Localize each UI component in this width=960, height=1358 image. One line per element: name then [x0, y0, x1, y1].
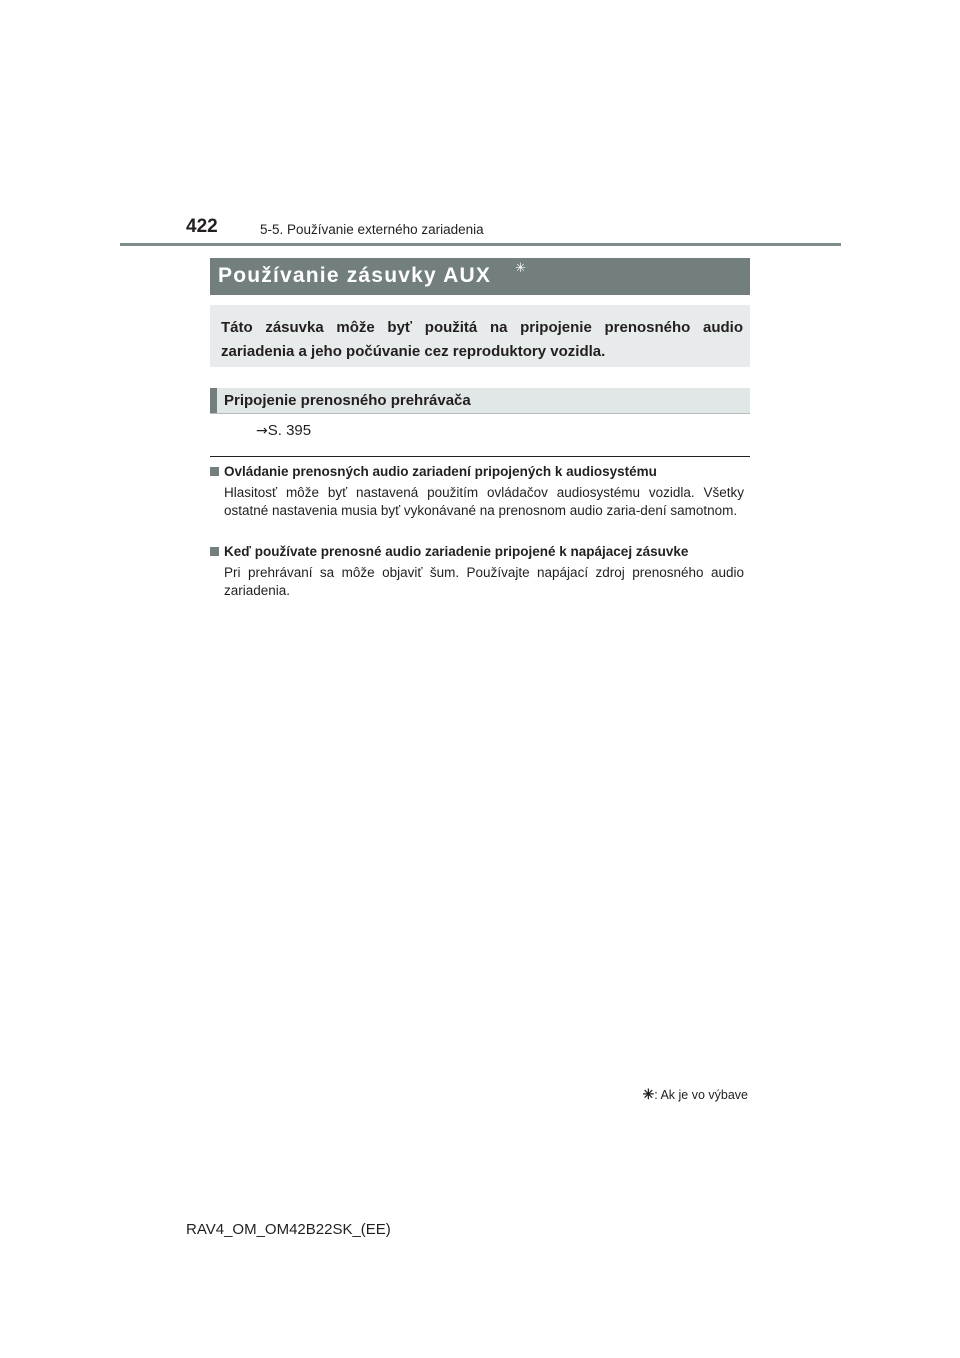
- footnote: [642, 1086, 748, 1103]
- page-reference[interactable]: [256, 422, 311, 439]
- footnote-star-icon: ✳: [642, 1086, 655, 1102]
- intro-text: Táto zásuvka môže byť použitá na pripojenie prenosného audio zariadenia a jeho počúvanie cez reproduktory vozidla.: [221, 319, 743, 360]
- header-rule: [120, 243, 841, 246]
- subheading-accent: [210, 388, 217, 413]
- item-heading-text: Keď používate prenosné audio zariadenie pripojené k napájacej zásuvke: [224, 544, 689, 559]
- item-body: Pri prehrávaní sa môže objaviť šum. Používajte napájací zdroj prenosného audio zariadenia.: [224, 565, 744, 598]
- subheading-bar: [210, 388, 750, 414]
- optional-star-icon: ✳: [515, 260, 526, 275]
- section-label: 5-5. Používanie externého zariadenia: [260, 222, 484, 237]
- item-heading-text: Ovládanie prenosných audio zariadení pripojených k audiosystému: [224, 464, 657, 479]
- page-title: Používanie zásuvky AUX: [218, 264, 492, 287]
- item-heading: [210, 464, 657, 479]
- reference-text: S. 395: [267, 422, 312, 439]
- item-body: Hlasitosť môže byť nastavená použitím ovládačov audiosystému vozidla. Všetky ostatné nastavenia musia byť vykonávané na prenosnom audio zaria-dení samotnom.: [224, 485, 744, 518]
- document-code: RAV4_OM_OM42B22SK_(EE): [186, 1221, 391, 1238]
- page-number: 422: [186, 216, 218, 237]
- square-bullet-icon: [210, 467, 219, 476]
- arrow-right-icon: →: [256, 423, 268, 439]
- section-divider: [210, 456, 750, 457]
- subheading-text: Pripojenie prenosného prehrávača: [224, 392, 471, 409]
- item-heading: [210, 544, 688, 559]
- title-bar: [210, 258, 750, 295]
- footnote-text: : Ak je vo výbave: [654, 1088, 748, 1102]
- square-bullet-icon: [210, 547, 219, 556]
- intro-box: [210, 305, 750, 367]
